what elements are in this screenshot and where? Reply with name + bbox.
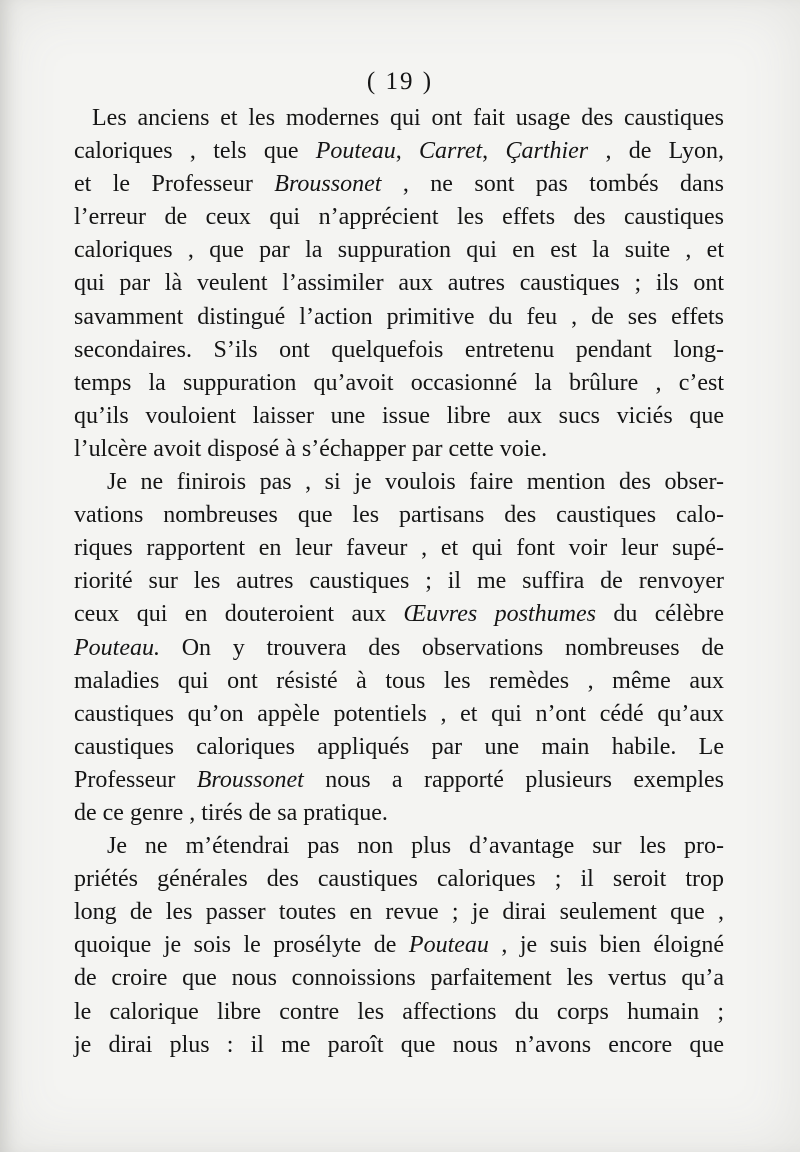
- text-line: [74, 830, 724, 863]
- italic-text: Broussonet: [274, 171, 382, 198]
- text-segment: qui par là veulent l’assimiler aux autres caustiques ; ils ont: [74, 270, 724, 297]
- text-segment: On y trouvera des observations nombreuses de: [159, 634, 724, 661]
- text-line: [74, 102, 724, 135]
- text-segment: , ne sont pas tombés dans: [381, 171, 724, 198]
- text-segment: ,: [395, 138, 420, 165]
- text-segment: , je suis bien éloigné: [488, 932, 724, 959]
- text-segment: caloriques , tels que: [74, 138, 316, 165]
- text-line: [74, 135, 724, 168]
- text-segment: de croire que nous connoissions parfaitement les vertus qu’a: [74, 965, 724, 992]
- text-segment: Professeur: [74, 766, 197, 793]
- text-segment: savamment distingué l’action primitive du feu , de ses effets: [74, 303, 724, 330]
- text-segment: Je ne m’étendrai pas non plus d’avantage sur les pro-: [107, 833, 724, 860]
- text-line: [74, 466, 724, 499]
- text-segment: le calorique libre contre les affections du corps humain ;: [74, 998, 724, 1025]
- text-segment: secondaires. S’ils ont quelquefois entretenu pendant long-: [74, 336, 724, 363]
- text-line: [74, 301, 724, 334]
- text-segment: , de Lyon,: [588, 138, 725, 165]
- text-segment: Je ne finirois pas , si je voulois faire mention des obser-: [107, 469, 724, 496]
- text-segment: caustiques caloriques appliqués par une main habile. Le: [74, 733, 724, 760]
- page-number: ( 19 ): [366, 68, 434, 95]
- text-line: [74, 632, 724, 665]
- text-line: [74, 201, 724, 234]
- text-line: [74, 896, 724, 929]
- text-segment: temps la suppuration qu’avoit occasionné la brûlure , c’est: [74, 369, 724, 396]
- italic-text: Pouteau.: [74, 634, 160, 661]
- text-line: [74, 665, 724, 698]
- text-line: [74, 598, 724, 631]
- text-segment: de ce genre , tirés de sa pratique.: [74, 799, 388, 826]
- text-line: [74, 168, 724, 201]
- italic-text: Broussonet: [196, 766, 304, 793]
- text-line: [74, 764, 724, 797]
- text-line: [74, 797, 724, 830]
- text-segment: l’ulcère avoit disposé à s’échapper par cette voie.: [74, 435, 548, 462]
- text-segment: maladies qui ont résisté à tous les remèdes , même aux: [74, 667, 724, 694]
- text-line: [74, 400, 724, 433]
- text-segment: ,: [482, 138, 506, 165]
- text-line: [74, 499, 724, 532]
- text-segment: du célèbre: [595, 601, 725, 628]
- text-line: [74, 1029, 724, 1062]
- text-line: [74, 367, 724, 400]
- text-segment: caloriques , que par la suppuration qui en est la suite , et: [74, 237, 724, 264]
- text-segment: riorité sur les autres caustiques ; il me suffira de renvoyer: [74, 568, 724, 595]
- text-line: [74, 234, 724, 267]
- text-line: [74, 731, 724, 764]
- text-segment: et le Professeur: [74, 171, 275, 198]
- text-line: [74, 565, 724, 598]
- italic-text: Pouteau: [315, 138, 396, 165]
- text-segment: qu’ils vouloient laisser une issue libre aux sucs viciés que: [74, 402, 724, 429]
- text-line: [74, 267, 724, 300]
- text-segment: ceux qui en douteroient aux: [74, 601, 404, 628]
- text-segment: quoique je sois le prosélyte de: [74, 932, 409, 959]
- text-segment: priétés générales des caustiques caloriques ; il seroit trop: [74, 866, 724, 893]
- text-line: [74, 863, 724, 896]
- text-segment: l’erreur de ceux qui n’apprécient les effets des caustiques: [74, 204, 724, 231]
- italic-text: Pouteau: [408, 932, 489, 959]
- text-line: [74, 334, 724, 367]
- italic-text: Œuvres posthumes: [403, 601, 596, 628]
- text-segment: riques rapportent en leur faveur , et qui font voir leur supé-: [74, 535, 724, 562]
- text-segment: long de les passer toutes en revue ; je dirai seulement que ,: [74, 899, 724, 926]
- text-segment: vations nombreuses que les partisans des caustiques calo-: [74, 502, 724, 529]
- text-segment: je dirai plus : il me paroît que nous n’avons encore que: [74, 1031, 724, 1058]
- text-line: [74, 929, 724, 962]
- text-segment: nous a rapporté plusieurs exemples: [303, 766, 724, 793]
- text-line: [74, 962, 724, 995]
- text-segment: Les anciens et les modernes qui ont fait usage des caustiques: [92, 105, 724, 131]
- text-line: [74, 433, 724, 466]
- text-line: [74, 698, 724, 731]
- text-segment: caustiques qu’on appèle potentiels , et qui n’ont cédé qu’aux: [74, 700, 724, 727]
- italic-text: Carret: [419, 138, 483, 165]
- text-line: [74, 532, 724, 565]
- body-text: [74, 102, 724, 1062]
- text-line: [74, 996, 724, 1029]
- italic-text: Çarthier: [505, 138, 589, 165]
